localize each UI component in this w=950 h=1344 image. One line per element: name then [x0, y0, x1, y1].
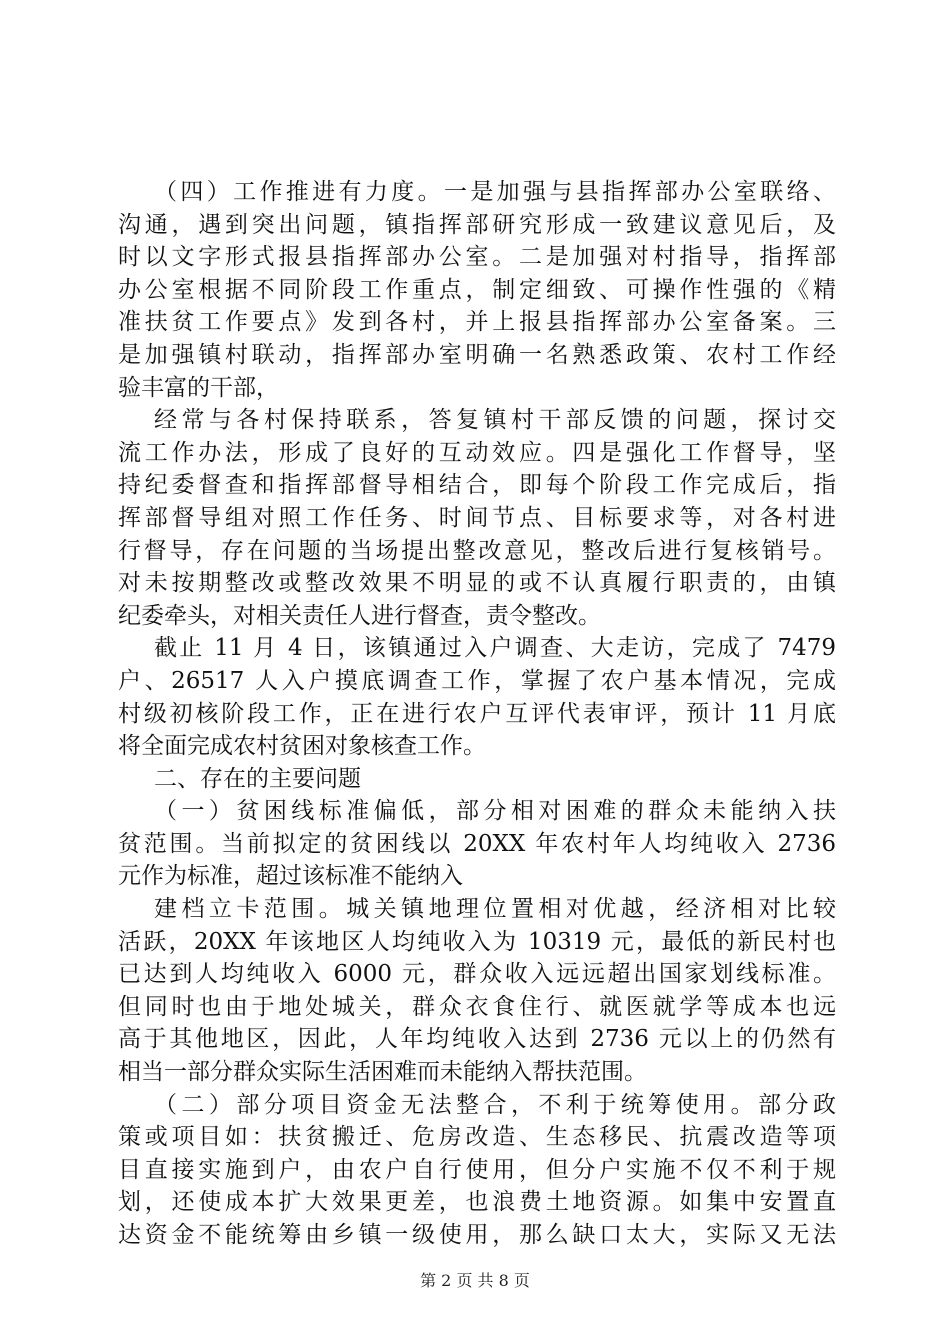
text-line: 建档立卡范围。城关镇地理位置相对优越，经济相对比较	[154, 896, 836, 923]
page-number-label: 第 2 页 共 8 页	[420, 1271, 530, 1290]
text-line: （一）贫困线标准偏低，部分相对困难的群众未能纳入扶	[154, 798, 836, 825]
text-line: 行督导，存在问题的当场提出整改意见，整改后进行复核销号。	[118, 537, 836, 564]
text-line: 截止 11 月 4 日，该镇通过入户调查、大走访，完成了 7479	[154, 635, 836, 662]
text-line: 挥部督导组对照工作任务、时间节点、目标要求等，对各村进	[118, 504, 836, 531]
text-line: 准扶贫工作要点》发到各村，并上报县指挥部办公室备案。三	[118, 309, 836, 336]
text-line: 户、26517 人入户摸底调查工作，掌握了农户基本情况，完成	[118, 667, 836, 694]
text-line: 村级初核阶段工作，正在进行农户互评代表审评，预计 11 月底	[118, 700, 836, 727]
text-line: 沟通，遇到突出问题，镇指挥部研究形成一致建议意见后，及	[118, 211, 836, 238]
text-line: （二）部分项目资金无法整合，不利于统筹使用。部分政	[154, 1091, 836, 1118]
document-body	[118, 176, 836, 1252]
text-line: 已达到人均纯收入 6000 元，群众收入远远超出国家划线标准。	[118, 961, 836, 988]
text-line: 流工作办法，形成了良好的互动效应。四是强化工作督导，坚	[118, 439, 836, 466]
text-line: 但同时也由于地处城关，群众衣食住行、就医就学等成本也远	[118, 993, 836, 1020]
text-line: 贫范围。当前拟定的贫困线以 20XX 年农村年人均纯收入 2736	[118, 830, 836, 857]
text-line: 活跃，20XX 年该地区人均纯收入为 10319 元，最低的新民村也	[118, 928, 836, 955]
page-footer	[0, 1271, 950, 1291]
text-line: 纪委牵头，对相关责任人进行督查，责令整改。	[118, 602, 601, 629]
text-line: 目直接实施到户，由农户自行使用，但分户实施不仅不利于规	[118, 1156, 836, 1183]
text-line: 是加强镇村联动，指挥部办室明确一名熟悉政策、农村工作经	[118, 341, 836, 368]
text-line: 验丰富的干部，	[118, 374, 279, 401]
section-heading: 二、存在的主要问题	[154, 765, 361, 792]
text-line: 将全面完成农村贫困对象核查工作。	[118, 733, 486, 760]
text-line: 持纪委督查和指挥部督导相结合，即每个阶段工作完成后，指	[118, 472, 836, 499]
text-line: 高于其他地区，因此，人年均纯收入达到 2736 元以上的仍然有	[118, 1026, 836, 1053]
text-line: 对未按期整改或整改效果不明显的或不认真履行职责的，由镇	[118, 570, 836, 597]
text-line: 策或项目如：扶贫搬迁、危房改造、生态移民、抗震改造等项	[118, 1124, 836, 1151]
text-line: 时以文字形式报县指挥部办公室。二是加强对村指导，指挥部	[118, 244, 836, 271]
text-line: 划，还使成本扩大效果更差，也浪费土地资源。如集中安置直	[118, 1189, 836, 1216]
text-line: 相当一部分群众实际生活困难而未能纳入帮扶范围。	[118, 1059, 647, 1086]
text-line: 办公室根据不同阶段工作重点，制定细致、可操作性强的《精	[118, 276, 836, 303]
text-line: 经常与各村保持联系，答复镇村干部反馈的问题，探讨交	[154, 407, 836, 434]
text-line: 元作为标准，超过该标准不能纳入	[118, 863, 463, 890]
text-line: （四）工作推进有力度。一是加强与县指挥部办公室联络、	[154, 179, 836, 205]
text-line: 达资金不能统筹由乡镇一级使用，那么缺口太大，实际又无法	[118, 1222, 836, 1248]
